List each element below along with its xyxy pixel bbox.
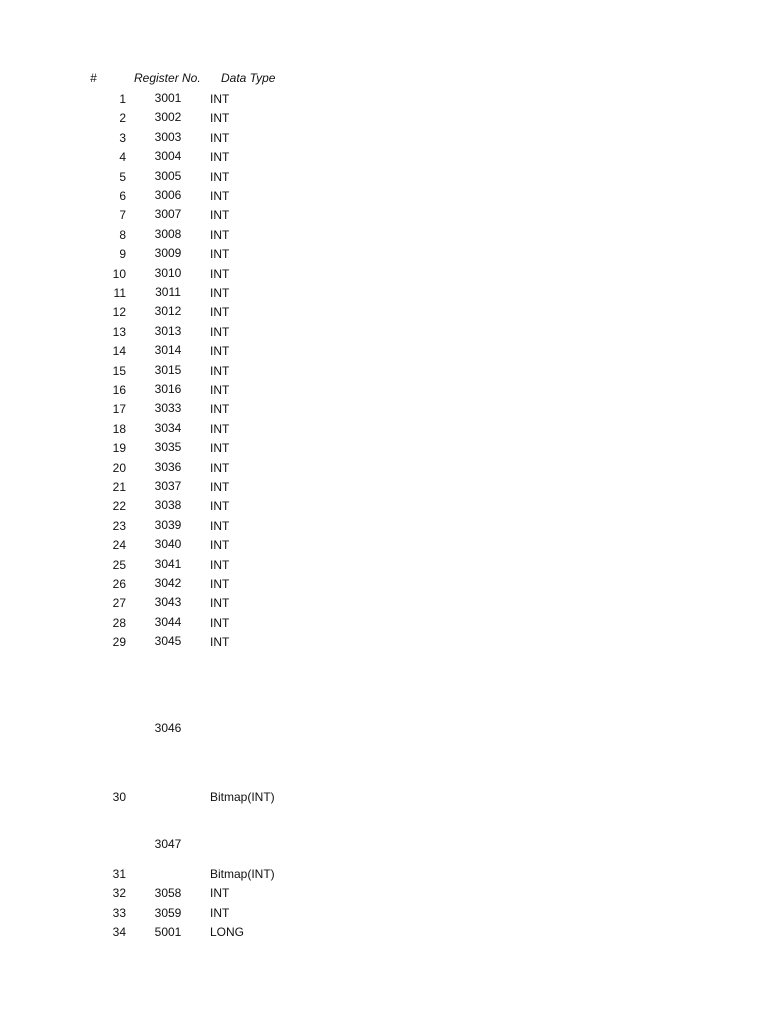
register-number: 3037: [154, 479, 182, 493]
data-type: INT: [210, 286, 230, 300]
register-number: 3016: [154, 382, 182, 396]
register-number: 3042: [154, 576, 182, 590]
row-number: 34: [112, 925, 126, 939]
register-number: 3015: [154, 362, 182, 377]
data-type: INT: [210, 538, 230, 553]
row-number: 14: [112, 344, 126, 359]
register-number: 3039: [154, 517, 182, 532]
data-type: INT: [210, 615, 230, 630]
row-number: 18: [112, 421, 126, 436]
register-number: 3003: [154, 129, 182, 144]
row-number: 8: [119, 227, 126, 242]
data-type: INT: [210, 596, 230, 611]
register-number: 3008: [154, 226, 182, 241]
row-number: 22: [112, 499, 126, 514]
register-number: 3005: [154, 168, 182, 183]
row-number: 19: [112, 441, 126, 456]
register-number: 3007: [154, 207, 182, 222]
data-type: INT: [210, 266, 230, 281]
register-number: 3011: [155, 285, 181, 299]
row-number: 29: [112, 635, 126, 650]
data-type: INT: [210, 247, 230, 262]
register-number: 3034: [154, 420, 182, 435]
register-number: 3001: [154, 91, 182, 105]
register-number: 3040: [154, 537, 182, 552]
row-number: 2: [119, 111, 126, 126]
row-number: 25: [112, 557, 126, 572]
register-number: 3014: [154, 343, 182, 358]
register-number: 3046: [154, 721, 182, 735]
register-number: 3033: [154, 401, 182, 416]
register-number: 3010: [154, 265, 182, 280]
row-number: 26: [112, 577, 126, 591]
data-type: INT: [210, 906, 230, 920]
row-number: 16: [112, 383, 126, 397]
data-type: INT: [210, 130, 230, 145]
register-number: 3002: [154, 110, 182, 125]
row-number: 12: [112, 305, 126, 320]
row-number: 15: [112, 363, 126, 378]
row-number: 5: [119, 169, 126, 184]
data-type: INT: [210, 441, 230, 456]
data-type: INT: [210, 402, 230, 417]
header-num: #: [90, 71, 97, 85]
header-register-no: Register No.: [134, 71, 201, 85]
row-number: 20: [112, 460, 126, 475]
row-number: 13: [112, 324, 126, 339]
row-number: 30: [112, 790, 126, 804]
row-number: 24: [112, 538, 126, 553]
data-type: INT: [210, 460, 230, 475]
data-type: INT: [210, 169, 230, 184]
row-number: 33: [112, 906, 126, 920]
row-number: 9: [119, 247, 126, 262]
register-number: 3043: [154, 595, 182, 610]
row-number: 31: [112, 867, 126, 881]
register-number: 3041: [154, 556, 182, 571]
register-number: 3006: [154, 188, 182, 202]
register-number: 5001: [154, 925, 182, 939]
row-number: 32: [112, 886, 126, 900]
data-type: INT: [210, 208, 230, 223]
row-number: 10: [112, 266, 126, 281]
row-number: 21: [112, 480, 126, 494]
row-number: 23: [112, 518, 126, 533]
data-type: INT: [210, 92, 230, 106]
header-data-type: Data Type: [221, 71, 276, 85]
data-type: INT: [210, 111, 230, 126]
register-number: 3009: [154, 246, 182, 261]
data-type: Bitmap(INT): [210, 867, 275, 881]
data-type: INT: [210, 421, 230, 436]
data-type: LONG: [210, 925, 245, 939]
row-number: 4: [119, 150, 126, 165]
register-number: 3059: [154, 906, 182, 920]
register-number: 3044: [154, 614, 182, 629]
data-type: INT: [210, 305, 230, 320]
row-number: 11: [113, 286, 126, 300]
register-number: 3058: [154, 886, 182, 900]
register-number: 3004: [154, 149, 182, 164]
data-type: INT: [210, 577, 230, 591]
data-type: INT: [210, 344, 230, 359]
data-type: INT: [210, 557, 230, 572]
register-number: 3013: [154, 323, 182, 338]
row-number: 27: [112, 596, 126, 611]
row-number: 6: [119, 189, 126, 203]
row-number: 1: [119, 92, 126, 106]
register-number: 3045: [154, 634, 182, 649]
register-number: 3038: [154, 498, 182, 513]
data-type: INT: [210, 227, 230, 242]
data-type: INT: [210, 150, 230, 165]
data-type: INT: [210, 518, 230, 533]
row-number: 7: [119, 208, 126, 223]
data-type: INT: [210, 480, 230, 494]
register-number: 3036: [154, 459, 182, 474]
row-number: 17: [112, 402, 126, 417]
data-type: INT: [210, 886, 230, 900]
register-number: 3047: [154, 837, 182, 851]
data-type: INT: [210, 499, 230, 514]
data-type: INT: [210, 363, 230, 378]
row-number: 28: [112, 615, 126, 630]
data-type: INT: [210, 383, 230, 397]
row-number: 3: [119, 130, 126, 145]
register-number: 3035: [154, 440, 182, 455]
register-number: 3012: [154, 304, 182, 319]
data-type: INT: [210, 324, 230, 339]
data-type: Bitmap(INT): [210, 790, 275, 804]
data-type: INT: [210, 635, 230, 650]
data-type: INT: [210, 189, 230, 203]
